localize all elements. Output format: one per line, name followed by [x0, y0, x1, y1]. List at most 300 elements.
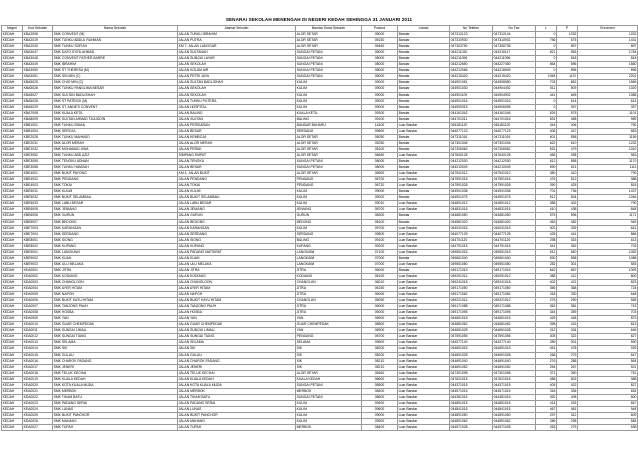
cell-kod-sekolah: KEA0016 [23, 358, 53, 364]
cell-no-telefon: 044681050 [450, 213, 493, 219]
cell-negeri: KEDAH [2, 286, 23, 292]
cell-lelaki: 0 [536, 68, 557, 74]
cell-perempuan: 397 [557, 104, 578, 110]
cell-no-telefon: 044901075 [450, 195, 493, 201]
cell-no-fax: 044031015 [493, 225, 536, 231]
cell-perempuan: 415 [557, 322, 578, 328]
cell-perempuan: 438 [557, 207, 578, 213]
cell-bandar-surat: KULIM [296, 86, 362, 92]
cell-perempuan: 478 [557, 346, 578, 352]
cell-nama-sekolah: SMK TANJONG PAUH [53, 304, 178, 310]
cell-no-fax: 044891012 [493, 201, 536, 207]
cell-perempuan: 534 [557, 195, 578, 201]
cell-enrolmen: 800 [578, 394, 638, 400]
cell-nama-sekolah: SMK KARANGAN [53, 225, 178, 231]
cell-lelaki: 526 [536, 110, 557, 116]
cell-enrolmen: 646 [578, 328, 638, 334]
cell-lelaki: 0 [536, 104, 557, 110]
cell-perempuan: 433 [557, 400, 578, 406]
cell-nama-sekolah: SMK BUKIT PAYONG [53, 171, 178, 177]
cell-enrolmen: 815 [578, 183, 638, 189]
cell-poskod: 08210 [362, 364, 398, 370]
cell-lokasi: Luar Bandar [398, 304, 450, 310]
cell-bandar-surat: ALOR SETAR [296, 32, 362, 38]
cell-perempuan: 896 [557, 68, 578, 74]
cell-enrolmen: 866 [578, 231, 638, 237]
cell-lelaki: 0 [536, 44, 557, 50]
cell-bandar-surat: YAN [296, 316, 362, 322]
cell-nama-sekolah: SMK KULIM [53, 189, 178, 195]
cell-lokasi: Luar Bandar [398, 128, 450, 134]
cell-poskod: 05250 [362, 140, 398, 146]
cell-nama-sekolah: SMK GURUN [53, 213, 178, 219]
cell-enrolmen: 847 [578, 400, 638, 406]
cell-lelaki: 371 [536, 370, 557, 376]
cell-lelaki: 463 [536, 219, 557, 225]
cell-nama-sekolah: SMK HOSBA [53, 310, 178, 316]
cell-enrolmen: 790 [578, 171, 638, 177]
cell-no-fax: 044211096 [493, 56, 536, 62]
cell-alamat-sekolah: JALAN KUAH [178, 255, 296, 261]
cell-lokasi: Luar Bandar [398, 273, 450, 279]
cell-enrolmen: 583 [578, 261, 638, 267]
cell-enrolmen: 988 [578, 177, 638, 183]
cell-nama-sekolah: SMK LUNAS [53, 406, 178, 412]
cell-poskod: 06000 [362, 310, 398, 316]
cell-kod-sekolah: KBE9001 [23, 249, 53, 255]
cell-alamat-sekolah: JALAN TUNKU IBRAHIM [178, 32, 296, 38]
cell-perempuan: 406 [557, 122, 578, 128]
cell-bandar-surat: LANGKAWI [296, 261, 362, 267]
cell-no-telefon: 044851015 [450, 400, 493, 406]
cell-lokasi: Bandar [398, 62, 450, 68]
cell-lokasi: Luar Bandar [398, 413, 450, 419]
cell-lokasi: Luar Bandar [398, 394, 450, 400]
header-kod-sekolah: Kod Sekolah [23, 26, 53, 32]
cell-no-telefon: 044701011 [450, 116, 493, 122]
cell-kod-sekolah: KBE8001 [23, 237, 53, 243]
cell-kod-sekolah: KBA2030 [23, 44, 53, 50]
cell-bandar-surat: ALOR SETAR [296, 134, 362, 140]
cell-nama-sekolah: SMK TIKAM BATU [53, 394, 178, 400]
cell-nama-sekolah: SMK GULAU [53, 352, 178, 358]
cell-kod-sekolah: KBA3050 [23, 68, 53, 74]
cell-no-fax: 045181120 [493, 122, 536, 128]
cell-nama-sekolah: SMK BUKIT SELAMBAU [53, 195, 178, 201]
cell-lelaki: 467 [536, 406, 557, 412]
cell-enrolmen: 1020 [578, 86, 638, 92]
cell-perempuan: 336 [557, 388, 578, 394]
cell-no-fax: 044691015 [493, 346, 536, 352]
cell-poskod: 06100 [362, 273, 398, 279]
cell-lelaki: 318 [536, 292, 557, 298]
cell-negeri: KEDAH [2, 219, 23, 225]
cell-lokasi: Bandar [398, 195, 450, 201]
cell-alamat-sekolah: JALAN BEDONG [178, 219, 296, 225]
cell-poskod: 08200 [362, 352, 398, 358]
cell-lokasi: Bandar [398, 219, 450, 225]
cell-lelaki: 425 [536, 231, 557, 237]
cell-no-fax: 047591016 [493, 177, 536, 183]
cell-lelaki: 622 [536, 140, 557, 146]
cell-alamat-sekolah: JALAN TENGKU [178, 159, 296, 165]
cell-lelaki: 390 [536, 183, 557, 189]
cell-poskod: 06010 [362, 279, 398, 285]
cell-kod-sekolah: KBA5025 [23, 80, 53, 86]
cell-perempuan: 645 [557, 92, 578, 98]
cell-no-fax: 047306062 [493, 146, 536, 152]
cell-nama-sekolah: SMK TENGKU ADNAN [53, 159, 178, 165]
cell-bandar-surat: KULIM [296, 413, 362, 419]
cell-lokasi: Luar Bandar [398, 425, 450, 431]
cell-nama-sekolah: SMK TUNKU HAMZAH [53, 165, 178, 171]
cell-perempuan: 897 [557, 44, 578, 50]
cell-lokasi: Bandar [398, 92, 450, 98]
cell-enrolmen: 538 [578, 425, 638, 431]
cell-poskod: 08210 [362, 358, 398, 364]
cell-bandar-surat: KULIM [296, 92, 362, 98]
cell-lelaki: 398 [536, 322, 557, 328]
cell-kod-sekolah: KEA0010 [23, 322, 53, 328]
cell-poskod: 08000 [362, 62, 398, 68]
cell-alamat-sekolah: JALAN SELAMA [178, 340, 296, 346]
cell-poskod: 05460 [362, 370, 398, 376]
cell-no-fax: 044210049 [493, 165, 536, 171]
cell-poskod: 09600 [362, 406, 398, 412]
cell-negeri: KEDAH [2, 322, 23, 328]
cell-negeri: KEDAH [2, 255, 23, 261]
cell-alamat-sekolah: JALAN PETRI JAYA [178, 74, 296, 80]
cell-perempuan: 421 [557, 279, 578, 285]
cell-no-telefon: 044571028 [450, 425, 493, 431]
cell-negeri: KEDAH [2, 189, 23, 195]
cell-kod-sekolah: KEA0002 [23, 273, 53, 279]
cell-alamat-sekolah: JALAN BUKIT PANCHOR [178, 413, 296, 419]
cell-no-telefon: 047591028 [450, 183, 493, 189]
cell-enrolmen: 1046 [578, 195, 638, 201]
header-lokasi: Lokasi [398, 26, 450, 32]
cell-no-fax: 047301045 [493, 140, 536, 146]
cell-kod-sekolah: KEA0009 [23, 316, 53, 322]
cell-poskod: 05000 [362, 32, 398, 38]
cell-no-telefon: 044077123 [450, 128, 493, 134]
cell-nama-sekolah: SMK MOHAMAD JIWA [53, 146, 178, 152]
cell-bandar-surat: JITRA [296, 310, 362, 316]
cell-no-fax: 044077140 [493, 340, 536, 346]
cell-enrolmen: 853 [578, 128, 638, 134]
cell-lelaki: 486 [536, 376, 557, 382]
cell-no-telefon: 047303790 [450, 44, 493, 50]
cell-no-telefon: 044161042 [450, 110, 493, 116]
cell-kod-sekolah: KBE7004 [23, 231, 53, 237]
cell-poskod: 07000 [362, 261, 398, 267]
cell-lelaki: 642 [536, 267, 557, 273]
cell-negeri: KEDAH [2, 201, 23, 207]
cell-nama-sekolah: SMK ST PATRICK (M) [53, 98, 178, 104]
cell-poskod: 09000 [362, 195, 398, 201]
cell-lelaki: 268 [536, 352, 557, 358]
cell-lokasi: Bandar [398, 255, 450, 261]
cell-kod-sekolah: KEA0017 [23, 364, 53, 370]
cell-lokasi: Bandar [398, 80, 450, 86]
cell-bandar-surat: SIK [296, 346, 362, 352]
cell-alamat-sekolah: JALAN LABU BESAR [178, 201, 296, 207]
cell-nama-sekolah: SMK TUNKU MAHMUD [53, 134, 178, 140]
cell-lokasi: Luar Bandar [398, 376, 450, 382]
cell-perempuan: 963 [557, 50, 578, 56]
cell-lokasi: Luar Bandar [398, 364, 450, 370]
header-no-fax: No Fax [493, 26, 536, 32]
cell-lokasi: Bandar [398, 56, 450, 62]
cell-poskod: 06700 [362, 334, 398, 340]
cell-poskod: 09200 [362, 243, 398, 249]
cell-negeri: KEDAH [2, 152, 23, 158]
cell-poskod: 09100 [362, 237, 398, 243]
cell-bandar-surat: BALING [296, 237, 362, 243]
cell-lelaki: 601 [536, 134, 557, 140]
cell-kod-sekolah: KBA3048 [23, 56, 53, 62]
cell-no-fax: 044571028 [493, 425, 536, 431]
cell-enrolmen: 627 [578, 334, 638, 340]
cell-lokasi: Bandar [398, 134, 450, 140]
cell-lelaki: 388 [536, 201, 557, 207]
cell-kod-sekolah: KBA2006 [23, 32, 53, 38]
cell-no-fax: 047591028 [493, 183, 536, 189]
cell-no-fax: 044651015 [493, 316, 536, 322]
cell-negeri: KEDAH [2, 340, 23, 346]
cell-nama-sekolah: SMK KODIANG [53, 273, 178, 279]
cell-negeri: KEDAH [2, 62, 23, 68]
cell-negeri: KEDAH [2, 370, 23, 376]
cell-bandar-surat: CHANGLUN [296, 279, 362, 285]
cell-no-telefon: 047640128 [450, 152, 493, 158]
cell-enrolmen: 1052 [578, 249, 638, 255]
cell-alamat-sekolah: JALAN SEKOLAH [178, 92, 296, 98]
cell-lelaki: 441 [536, 92, 557, 98]
cell-no-telefon: 044831015 [450, 207, 493, 213]
cell-lokasi: Luar Bandar [398, 358, 450, 364]
cell-lokasi: Luar Bandar [398, 152, 450, 158]
cell-negeri: KEDAH [2, 165, 23, 171]
cell-nama-sekolah: SMK SERDANG [53, 231, 178, 237]
cell-poskod: 05050 [362, 134, 398, 140]
cell-alamat-sekolah: JALAN LUNAS [178, 406, 296, 412]
cell-lokasi: Bandar [398, 86, 450, 92]
cell-bandar-surat: PENDANG [296, 334, 362, 340]
cell-negeri: KEDAH [2, 267, 23, 273]
cell-poskod: 09000 [362, 98, 398, 104]
cell-alamat-sekolah: JALAN TUPAH [178, 425, 296, 431]
cell-bandar-surat: JITRA [296, 267, 362, 273]
cell-no-telefon: 047312123 [450, 32, 493, 38]
cell-nama-sekolah: SMK KUALA KETIL [53, 110, 178, 116]
cell-perempuan: 521 [557, 165, 578, 171]
cell-bandar-surat: JITRA [296, 286, 362, 292]
cell-lelaki: 312 [536, 328, 557, 334]
cell-lokasi: Luar Bandar [398, 261, 450, 267]
cell-nama-sekolah: SMK BUKIT PANCHOR [53, 413, 178, 419]
cell-kod-sekolah: KBA7008 [23, 110, 53, 116]
cell-kod-sekolah: KEA0013 [23, 340, 53, 346]
cell-enrolmen: 818 [578, 56, 638, 62]
cell-lokasi: Luar Bandar [398, 370, 450, 376]
cell-nama-sekolah: SMK TUPAH [53, 425, 178, 431]
cell-no-fax: 044908080 [493, 80, 536, 86]
cell-kod-sekolah: KEA0015 [23, 352, 53, 358]
header-bandar-surat: Bandar Surat Sekolah [296, 26, 362, 32]
cell-bandar-surat: BANDAR BAHARU [296, 122, 362, 128]
cell-nama-sekolah: SMK ALOR MERAH [53, 140, 178, 146]
cell-no-telefon: 044077140 [450, 340, 493, 346]
cell-poskod: 08700 [362, 207, 398, 213]
cell-negeri: KEDAH [2, 231, 23, 237]
cell-nama-sekolah: SMK CHAROK PADANG [53, 358, 178, 364]
cell-kod-sekolah: KBE2031 [23, 140, 53, 146]
cell-lelaki: 388 [536, 273, 557, 279]
cell-lelaki: 575 [536, 213, 557, 219]
cell-nama-sekolah: SMK TUNKU PANGLIMA BESAR [53, 86, 178, 92]
cell-bandar-surat: KULIM [296, 400, 362, 406]
cell-nama-sekolah: SMK CHIO MIN (C) [53, 80, 178, 86]
cell-no-telefon: 049171088 [450, 304, 493, 310]
cell-perempuan: 610 [557, 140, 578, 146]
cell-negeri: KEDAH [2, 376, 23, 382]
cell-negeri: KEDAH [2, 310, 23, 316]
cell-alamat-sekolah: JALAN HOSPITAL [178, 104, 296, 110]
cell-no-fax: 044212030 [493, 159, 536, 165]
cell-kod-sekolah: KEA0024 [23, 406, 53, 412]
cell-poskod: 09700 [362, 225, 398, 231]
cell-poskod: 08600 [362, 394, 398, 400]
cell-alamat-sekolah: JALAN TIKAM BATU [178, 394, 296, 400]
cell-no-fax: 047312144 [493, 32, 536, 38]
cell-enrolmen: 750 [578, 122, 638, 128]
cell-nama-sekolah: SMK SIONG [53, 237, 178, 243]
cell-no-telefon: 049251012 [450, 273, 493, 279]
cell-perempuan: 1137 [557, 74, 578, 80]
cell-no-telefon: 047310930 [450, 38, 493, 44]
cell-perempuan: 512 [557, 177, 578, 183]
cell-bandar-surat: SUNGAI PETANI [296, 62, 362, 68]
cell-alamat-sekolah: JALAN JITRA [178, 267, 296, 273]
cell-kod-sekolah: KBE5031 [23, 189, 53, 195]
cell-no-fax: 047310931 [493, 38, 536, 44]
cell-negeri: KEDAH [2, 50, 23, 56]
cell-perempuan: 481 [557, 406, 578, 412]
cell-alamat-sekolah: JALAN GUAR CHEMPEDAK [178, 322, 296, 328]
cell-lokasi: Luar Bandar [398, 171, 450, 177]
cell-poskod: 09000 [362, 189, 398, 195]
cell-nama-sekolah: SMK JITRA [53, 267, 178, 273]
cell-nama-sekolah: SMK KUPANG [53, 243, 178, 249]
cell-lokasi: Bandar [398, 189, 450, 195]
cell-kod-sekolah: KBE9003 [23, 261, 53, 267]
cell-bandar-surat: GUAR CHEMPEDAK [296, 322, 362, 328]
cell-alamat-sekolah: JALAN GULAU [178, 352, 296, 358]
cell-enrolmen: 547 [578, 352, 638, 358]
cell-nama-sekolah: SMK MERBOK [53, 388, 178, 394]
cell-lelaki: 305 [536, 334, 557, 340]
cell-kod-sekolah: KBE6006 [23, 213, 53, 219]
cell-nama-sekolah: SMK TUNKU ISMAIL [53, 122, 178, 128]
cell-alamat-sekolah: JALAN SIONG [178, 237, 296, 243]
cell-kod-sekolah: KEA0026 [23, 419, 53, 425]
cell-alamat-sekolah: JALAN KOLAM AIR [178, 68, 296, 74]
cell-perempuan: 362 [557, 243, 578, 249]
cell-alamat-sekolah: SIMPANG EMPAT [178, 152, 296, 158]
cell-no-telefon: 044841015 [450, 406, 493, 412]
cell-lelaki: 356 [536, 286, 557, 292]
cell-lokasi: Luar Bandar [398, 243, 450, 249]
cell-poskod: 06000 [362, 292, 398, 298]
cell-perempuan: 410 [557, 171, 578, 177]
cell-alamat-sekolah: JALAN PENDANG [178, 177, 296, 183]
cell-negeri: KEDAH [2, 249, 23, 255]
cell-kod-sekolah: KBA3051 [23, 74, 53, 80]
cell-lokasi: Luar Bandar [398, 237, 450, 243]
cell-lokasi: Bandar [398, 32, 450, 38]
cell-alamat-sekolah: KM 4, JALAN BUKIT [178, 171, 296, 177]
cell-perempuan: 447 [557, 128, 578, 134]
cell-kod-sekolah: KBA5029 [23, 104, 53, 110]
cell-bandar-surat: ALOR SETAR [296, 171, 362, 177]
cell-no-fax: 044791015 [493, 243, 536, 249]
cell-perempuan: 736 [557, 189, 578, 195]
school-list-table [1, 25, 638, 431]
cell-alamat-sekolah: JALAN BESAR [178, 165, 296, 171]
cell-no-telefon: 044681062 [450, 322, 493, 328]
cell-alamat-sekolah: JALAN SULTAN [178, 116, 296, 122]
cell-lelaki: 297 [536, 413, 557, 419]
cell-lokasi: Bandar [398, 104, 450, 110]
cell-poskod: 08800 [362, 322, 398, 328]
cell-perempuan: 425 [557, 183, 578, 189]
cell-perempuan: 368 [557, 286, 578, 292]
cell-poskod: 09000 [362, 86, 398, 92]
cell-no-telefon: 049241018 [450, 279, 493, 285]
cell-poskod: 08000 [362, 165, 398, 171]
cell-lelaki: 0 [536, 56, 557, 62]
cell-enrolmen: 614 [578, 98, 638, 104]
header-negeri: Negeri [2, 26, 23, 32]
header-poskod: Poskod [362, 26, 398, 32]
cell-nama-sekolah: SMK TUNKU ABDUL RAHMAN [53, 38, 178, 44]
cell-alamat-sekolah: JALAN SUNGAI TIANG [178, 334, 296, 340]
cell-bandar-surat: ALOR SETAR [296, 370, 362, 376]
cell-poskod: 06900 [362, 328, 398, 334]
cell-no-telefon: 044210049 [450, 165, 493, 171]
cell-kod-sekolah: KEA0008 [23, 310, 53, 316]
cell-nama-sekolah: SMK SIK [53, 346, 178, 352]
cell-no-telefon: 044651028 [450, 328, 493, 334]
cell-perempuan: 275 [557, 425, 578, 431]
cell-poskod: 06150 [362, 286, 398, 292]
cell-bandar-surat: BALING [296, 116, 362, 122]
cell-perempuan: 408 [557, 394, 578, 400]
cell-kod-sekolah: KBA2019 [23, 38, 53, 44]
cell-nama-sekolah: SMK IBRAHIM [53, 62, 178, 68]
cell-alamat-sekolah: JALAN MAHANG [178, 419, 296, 425]
cell-kod-sekolah: KEA0005 [23, 292, 53, 298]
cell-lelaki: 344 [536, 310, 557, 316]
cell-negeri: KEDAH [2, 406, 23, 412]
cell-lokasi: Luar Bandar [398, 352, 450, 358]
cell-perempuan: 441 [557, 231, 578, 237]
cell-lelaki: 451 [536, 346, 557, 352]
cell-enrolmen: 2201 [578, 74, 638, 80]
cell-kod-sekolah: KBE8002 [23, 243, 53, 249]
cell-alamat-sekolah: JALAN SUNGAI LIMAU [178, 328, 296, 334]
